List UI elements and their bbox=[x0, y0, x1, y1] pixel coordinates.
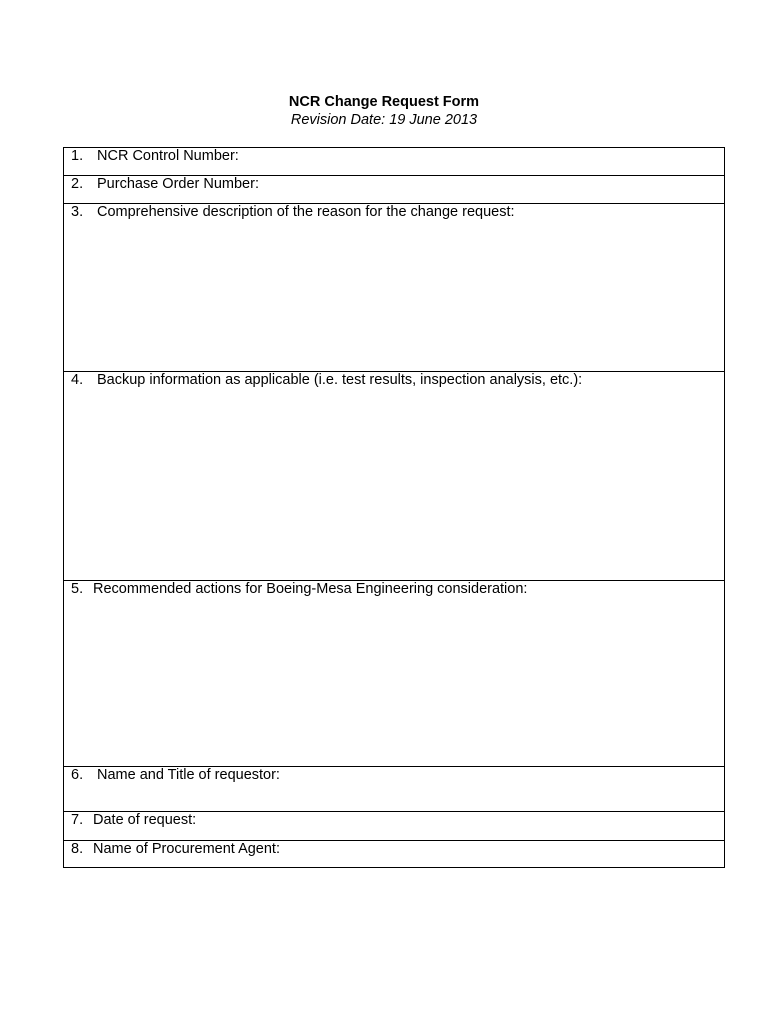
row-number: 8. bbox=[71, 841, 84, 857]
row-label: Name of Procurement Agent: bbox=[93, 841, 280, 857]
row-number: 1. bbox=[71, 148, 84, 164]
row-request-date[interactable] bbox=[64, 811, 724, 840]
row-number: 7. bbox=[71, 812, 84, 828]
row-label: Comprehensive description of the reason for the change request: bbox=[97, 204, 515, 220]
row-number: 3. bbox=[71, 204, 84, 220]
row-purchase-order-number[interactable] bbox=[64, 175, 724, 203]
row-label: Date of request: bbox=[93, 812, 197, 828]
row-change-description[interactable] bbox=[64, 203, 724, 371]
row-requestor-name-title[interactable] bbox=[64, 766, 724, 811]
revision-date: Revision Date: 19 June 2013 bbox=[290, 112, 478, 128]
row-procurement-agent[interactable] bbox=[64, 840, 724, 867]
row-label: Name and Title of requestor: bbox=[97, 767, 280, 783]
row-backup-information[interactable] bbox=[64, 371, 724, 580]
row-label: Recommended actions for Boeing-Mesa Engineering consideration: bbox=[93, 581, 528, 597]
row-label: Purchase Order Number: bbox=[97, 176, 259, 192]
change-request-table bbox=[63, 147, 725, 868]
row-recommended-actions[interactable] bbox=[64, 580, 724, 766]
row-number: 6. bbox=[71, 767, 84, 783]
form-header bbox=[0, 93, 768, 129]
row-label: NCR Control Number: bbox=[97, 148, 239, 164]
row-label: Backup information as applicable (i.e. test results, inspection analysis, etc.): bbox=[97, 372, 583, 388]
row-number: 2. bbox=[71, 176, 84, 192]
row-ncr-control-number[interactable] bbox=[64, 148, 724, 175]
form-title: NCR Change Request Form bbox=[288, 94, 480, 110]
row-number: 4. bbox=[71, 372, 84, 388]
row-number: 5. bbox=[71, 581, 84, 597]
